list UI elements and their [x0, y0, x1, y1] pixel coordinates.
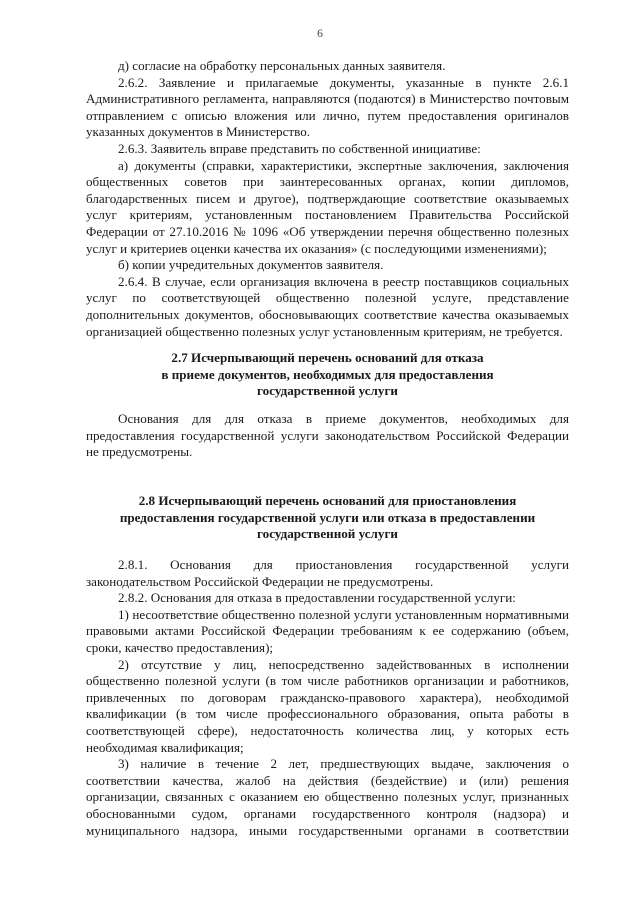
paragraph-2-8-2-item-1: 1) несоответствие общественно полезной услуги установленным нормативными правовыми актами Российской Федерации требованиям к ее содержанию (объем, сроки, качество предоставления); [86, 606, 569, 655]
paragraph-2-6-2: 2.6.2. Заявление и прилагаемые документы, указанные в пункте 2.6.1 Административного регламента, направляются (подаются) в Министерство почтовым отправлением с описью вложения или лично, путем предоставления оригиналов указанных документов в Министерство. [86, 74, 569, 140]
paragraph-2-7-text: Основания для для отказа в приеме документов, необходимых для предоставления государственной услуги законодательством Российской Федерации не предусмотрены. [86, 411, 569, 460]
section-2-8-heading-line-2: предоставления государственной услуги или отказа в предоставлении [119, 509, 536, 525]
section-2-7-heading-line-2: в приеме документов, необходимых для предоставления [161, 366, 494, 382]
section-2-7-body [86, 411, 569, 461]
paragraph-2-8-2-item-2: 2) отсутствие у лиц, непосредственно задействованных в исполнении общественно полезной услуги (в том числе работников организации и работников, привлеченных по договорам гражданско-правового характера), необходимой квалификации (в том числе профессионального образования, опыта работы в соответствующей сфере), недостаточность количества лиц, у которых есть необходимая квалификация; [86, 656, 569, 755]
section-2-8-heading-line-1: 2.8 Исчерпывающий перечень оснований для приостановления [138, 493, 517, 508]
section-2-7-heading-line-1: 2.7 Исчерпывающий перечень оснований для отказа [171, 350, 484, 365]
section-2-8-heading [86, 493, 569, 543]
section-2-7-heading-line-3: государственной услуги [257, 383, 398, 399]
paragraph-2-6-3-a: а) документы (справки, характеристики, экспертные заключения, заключения общественных советов при заинтересованных органах, копии дипломов, благодарственных писем и другое), подтверждающие соответствие оказываемых услуг критериям, установленным постановлением Правительства Российской Федерации от 27.10.2016 № 1096 «Об утверждении перечня общественно полезных услуг и критериев оценки качества их оказания» (с последующими изменениями); [86, 157, 569, 256]
section-2-8-body [86, 557, 569, 839]
top-paragraphs [86, 58, 569, 340]
paragraph-2-8-2: 2.8.2. Основания для отказа в предоставлении государственной услуги: [118, 590, 516, 606]
paragraph-2-8-2-item-3: 3) наличие в течение 2 лет, предшествующих выдаче, заключения о соответствии качества, жалоб на действия (бездействие) и (или) решения организации, связанных с оказанием ею общественно полезных услуг, признанных обоснованными судом, органами государственного контроля (надзора) и муниципального надзора, иными государственными органами в соответствии [86, 756, 569, 838]
paragraph-2-6-4: 2.6.4. В случае, если организация включена в реестр поставщиков социальных услуг по соответствующей общественно полезной услуге, представление дополнительных документов, обосновывающих соответствие качества оказываемых организацией общественно полезных услуг установленным критериям, не требуется. [86, 273, 569, 339]
paragraph-2-8-1: 2.8.1. Основания для приостановления государственной услуги законодательством Российской Федерации не предусмотрены. [86, 557, 569, 589]
section-2-7-heading [86, 350, 569, 400]
paragraph-2-6-3-b: б) копии учредительных документов заявителя. [118, 257, 384, 273]
paragraph-consent: д) согласие на обработку персональных данных заявителя. [118, 58, 446, 73]
paragraph-2-6-3: 2.6.3. Заявитель вправе представить по собственной инициативе: [118, 140, 481, 156]
page-number: 6 [317, 28, 323, 40]
section-2-8-heading-line-3: государственной услуги [257, 526, 398, 542]
